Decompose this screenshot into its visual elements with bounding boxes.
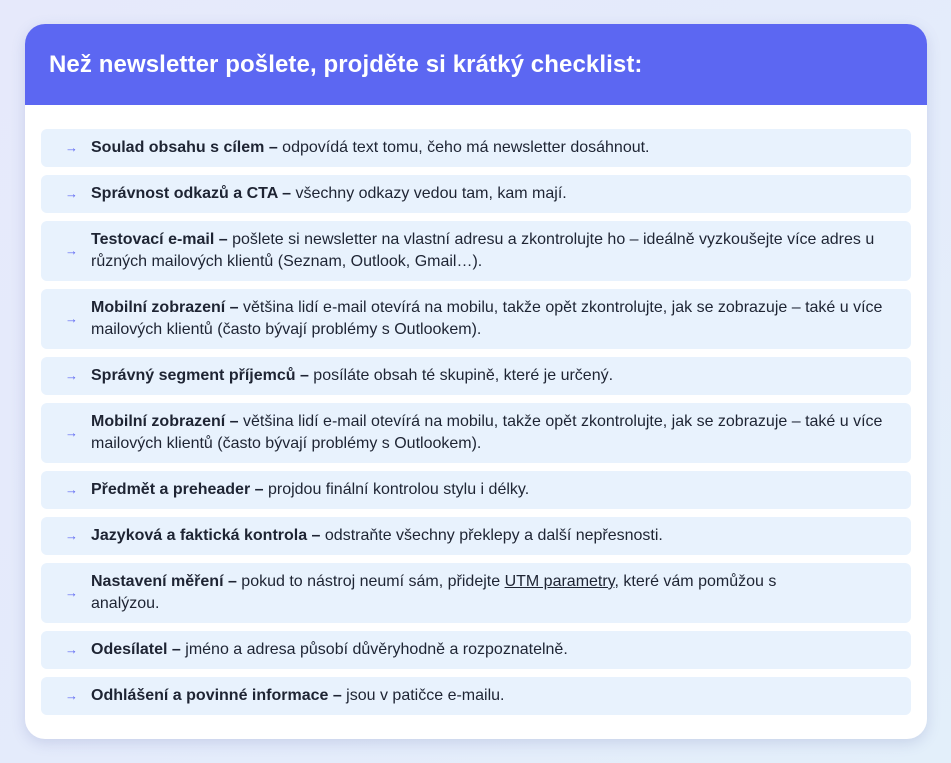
- list-item-description: projdou finální kontrolou stylu i délky.: [263, 481, 530, 498]
- list-item-description: jméno a adresa působí důvěryhodně a rozpoznatelně.: [180, 641, 568, 658]
- list-item-title: Nastavení měření –: [91, 573, 237, 590]
- arrow-right-icon: →: [65, 186, 78, 201]
- list-item-text: [91, 685, 883, 707]
- arrow-right-icon: →: [65, 688, 78, 703]
- list-item-text: [91, 229, 883, 273]
- list-item-description: odstraňte všechny překlepy a další nepřesnosti.: [320, 527, 663, 544]
- list-item-text: [91, 183, 883, 205]
- list-item-description-end: , které vám pomůžou s analýzou.: [91, 573, 777, 612]
- list-item-description: všechny odkazy vedou tam, kam mají.: [291, 185, 567, 202]
- list-item-description: pokud to nástroj neumí sám, přidejte: [236, 573, 505, 590]
- checklist-card: [25, 24, 927, 739]
- arrow-right-icon: →: [65, 528, 78, 543]
- checklist: [41, 129, 911, 723]
- list-item-text: [91, 525, 883, 547]
- list-item-title: Správný segment příjemců –: [91, 367, 309, 384]
- list-item-description: posíláte obsah té skupině, které je určený.: [308, 367, 614, 384]
- arrow-right-icon: →: [65, 311, 78, 326]
- list-item: [41, 357, 911, 395]
- arrow-right-icon: →: [65, 482, 78, 497]
- list-item-text: [91, 479, 883, 501]
- list-item-text: [91, 137, 883, 159]
- list-item-description: většina lidí e-mail otevírá na mobilu, takže opět zkontrolujte, jak se zobrazuje – také u více mailových klientů (často bývají problémy s Outlookem).: [91, 413, 883, 452]
- arrow-right-icon: →: [65, 425, 78, 440]
- utm-parameters-link[interactable]: UTM parametry: [504, 573, 615, 590]
- arrow-right-icon: →: [65, 368, 78, 383]
- list-item-description: většina lidí e-mail otevírá na mobilu, takže opět zkontrolujte, jak se zobrazuje – také u více mailových klientů (často bývají problémy s Outlookem).: [91, 299, 883, 338]
- arrow-right-icon: →: [65, 642, 78, 657]
- list-item-text: [91, 411, 883, 455]
- list-item: [41, 403, 911, 463]
- list-item-description: odpovídá text tomu, čeho má newsletter dosáhnout.: [277, 139, 650, 156]
- list-item-title: Odhlášení a povinné informace –: [91, 687, 342, 704]
- list-item-title: Mobilní zobrazení –: [91, 299, 239, 316]
- list-item: [41, 563, 911, 623]
- list-item-text: [91, 571, 883, 615]
- list-item-title: Správnost odkazů a CTA –: [91, 185, 292, 202]
- arrow-right-icon: →: [65, 585, 78, 600]
- list-item-title: Jazyková a faktická kontrola –: [91, 527, 321, 544]
- list-item: [41, 631, 911, 669]
- list-item: [41, 289, 911, 349]
- page-title: Než newsletter pošlete, projděte si krátký checklist:: [49, 50, 643, 78]
- list-item-title: Předmět a preheader –: [91, 481, 264, 498]
- arrow-right-icon: →: [65, 243, 78, 258]
- list-item: [41, 677, 911, 715]
- arrow-right-icon: →: [65, 140, 78, 155]
- list-item: [41, 471, 911, 509]
- list-item: [41, 129, 911, 167]
- list-item-description: jsou v patičce e-mailu.: [341, 687, 505, 704]
- list-item-text: [91, 297, 883, 341]
- list-item: [41, 517, 911, 555]
- card-header: [25, 24, 927, 105]
- list-item-title: Testovací e-mail –: [91, 231, 228, 248]
- list-item-title: Soulad obsahu s cílem –: [91, 139, 278, 156]
- list-item-title: Mobilní zobrazení –: [91, 413, 239, 430]
- list-item: [41, 175, 911, 213]
- list-item: [41, 221, 911, 281]
- list-item-description: pošlete si newsletter na vlastní adresu a zkontrolujte ho – ideálně vyzkoušejte více adres u různých mailových klientů (Seznam, Outlook, Gmail…).: [91, 231, 875, 270]
- list-item-title: Odesílatel –: [91, 641, 181, 658]
- list-item-text: [91, 365, 883, 387]
- list-item-text: [91, 639, 883, 661]
